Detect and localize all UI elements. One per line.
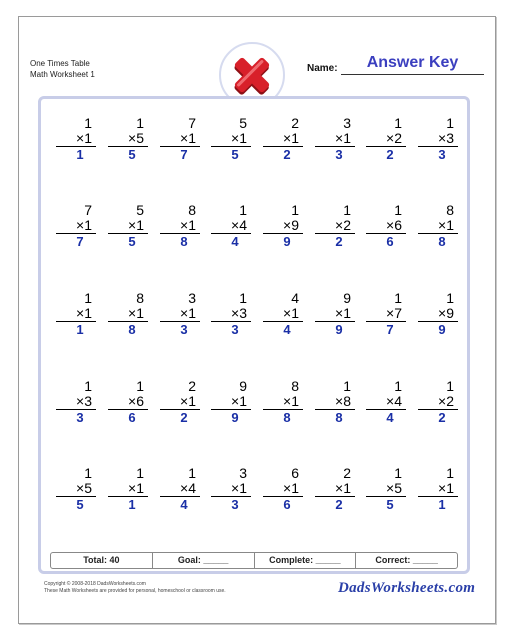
problem [160,466,200,513]
answer: 7 [76,234,84,249]
problem [315,116,355,163]
multiplicand: 1 [291,202,299,218]
answer: 3 [76,410,84,425]
multiplier: ×1 [211,394,251,410]
answer: 7 [386,322,394,337]
answer: 2 [283,147,291,162]
multiplier: ×1 [108,218,148,234]
multiplicand: 1 [394,202,402,218]
multiplicand: 2 [291,115,299,131]
answer: 9 [438,322,446,337]
multiplier: ×9 [263,218,303,234]
problem [418,203,458,250]
multiplier: ×5 [108,131,148,147]
multiplicand: 1 [84,115,92,131]
answer: 7 [180,147,188,162]
multiplicand: 1 [446,290,454,306]
multiplier: ×9 [418,306,458,322]
multiplicand: 2 [343,465,351,481]
name-field [307,54,485,76]
problem [315,379,355,426]
problem [418,379,458,426]
answer: 1 [76,147,84,162]
multiplier: ×1 [418,481,458,497]
problem [211,466,251,513]
problem [366,116,406,163]
multiplicand: 5 [239,115,247,131]
multiplier: ×1 [315,481,355,497]
multiplicand: 6 [291,465,299,481]
multiplier: ×4 [211,218,251,234]
answer: 5 [386,497,394,512]
multiplier: ×1 [160,218,200,234]
multiplicand: 1 [136,115,144,131]
answer: 4 [231,234,239,249]
problem [56,379,96,426]
multiplier: ×1 [418,218,458,234]
problem [366,379,406,426]
multiplicand: 7 [188,115,196,131]
multiplicand: 1 [136,378,144,394]
answer: 9 [335,322,343,337]
multiplicand: 9 [239,378,247,394]
multiplier: ×1 [315,306,355,322]
answer: 2 [335,497,343,512]
answer: 5 [128,147,136,162]
answer: 8 [335,410,343,425]
usage-notice: These Math Worksheets are provided for personal, homeschool or classroom use. [44,588,226,594]
worksheet-title [30,58,95,80]
multiplier: ×1 [108,481,148,497]
multiplicand: 2 [188,378,196,394]
multiplicand: 1 [239,290,247,306]
problem [160,379,200,426]
multiplicand: 4 [291,290,299,306]
multiplicand: 1 [394,378,402,394]
multiplicand: 8 [136,290,144,306]
multiplier: ×1 [160,394,200,410]
multiplier: ×3 [56,394,96,410]
name-underline [341,74,484,75]
answer: 4 [180,497,188,512]
multiplier: ×2 [366,131,406,147]
answer: 1 [438,497,446,512]
answer: 1 [76,322,84,337]
problem [263,379,303,426]
brand-logo: DadsWorksheets.com [338,580,476,596]
multiplicand: 1 [343,378,351,394]
problem [315,203,355,250]
status-correct: Correct: _____ [375,555,438,565]
multiplier: ×1 [263,394,303,410]
problem [263,291,303,338]
multiplier: ×5 [56,481,96,497]
multiplicand: 8 [291,378,299,394]
answer: 2 [386,147,394,162]
problem [108,203,148,250]
problem [108,116,148,163]
problem [160,203,200,250]
answer: 8 [128,322,136,337]
multiplicand: 3 [239,465,247,481]
multiplicand: 5 [136,202,144,218]
problem [263,203,303,250]
multiplicand: 3 [343,115,351,131]
multiplicand: 1 [446,378,454,394]
multiplier: ×6 [108,394,148,410]
multiplier: ×1 [211,131,251,147]
multiplicand: 1 [84,465,92,481]
problem [160,291,200,338]
name-label: Name: [307,63,338,74]
problem [56,116,96,163]
multiplier: ×4 [366,394,406,410]
answer: 6 [128,410,136,425]
answer: 1 [128,497,136,512]
multiplier: ×3 [418,131,458,147]
footer-copyright [44,581,226,595]
status-goal: Goal: _____ [153,553,255,568]
problem [211,379,251,426]
status-complete: Complete: _____ [255,553,357,568]
problem [108,379,148,426]
multiplier: ×1 [160,131,200,147]
problem [315,466,355,513]
multiplier: ×1 [56,131,96,147]
multiplicand: 1 [136,465,144,481]
status-bar [50,552,458,569]
answer: 3 [180,322,188,337]
answer: 5 [128,234,136,249]
copyright-text: Copyright © 2008-2018 DadsWorksheets.com [44,581,146,587]
problem [211,291,251,338]
answer: 4 [386,410,394,425]
multiplier: ×8 [315,394,355,410]
answer: 2 [180,410,188,425]
multiplier: ×1 [315,131,355,147]
problem [366,203,406,250]
multiplicand: 8 [188,202,196,218]
problem [418,116,458,163]
multiplicand: 1 [343,202,351,218]
problem [108,466,148,513]
multiplicand: 1 [84,378,92,394]
multiplier: ×1 [263,481,303,497]
answer: 6 [386,234,394,249]
multiplier: ×1 [56,306,96,322]
multiplier: ×5 [366,481,406,497]
answer-key-label: Answer Key [366,54,459,71]
multiplier: ×3 [211,306,251,322]
answer: 4 [283,322,291,337]
status-total: Total: 40 [51,553,153,568]
problem [366,466,406,513]
problem [315,291,355,338]
multiplier: ×2 [315,218,355,234]
problem [56,203,96,250]
answer: 3 [438,147,446,162]
answer: 8 [283,410,291,425]
multiplicand: 1 [239,202,247,218]
problem [160,116,200,163]
answer: 9 [231,410,239,425]
multiplier: ×1 [108,306,148,322]
multiplicand: 1 [446,465,454,481]
multiplier: ×1 [211,481,251,497]
answer: 5 [76,497,84,512]
multiplier: ×1 [263,131,303,147]
multiplicand: 1 [394,290,402,306]
multiplicand: 1 [446,115,454,131]
multiplicand: 9 [343,290,351,306]
multiplier: ×6 [366,218,406,234]
answer: 2 [335,234,343,249]
multiplicand: 1 [394,465,402,481]
multiplicand: 8 [446,202,454,218]
multiplier: ×1 [160,306,200,322]
answer: 8 [180,234,188,249]
multiplier: ×1 [263,306,303,322]
problem [56,466,96,513]
multiplier: ×1 [56,218,96,234]
answer: 8 [438,234,446,249]
multiplier: ×7 [366,306,406,322]
problem [366,291,406,338]
problem [418,291,458,338]
answer: 6 [283,497,291,512]
red-x-icon [231,52,273,98]
problem [211,203,251,250]
multiplicand: 1 [394,115,402,131]
multiplier: ×2 [418,394,458,410]
answer: 2 [438,410,446,425]
problem [211,116,251,163]
multiplicand: 1 [188,465,196,481]
problem [56,291,96,338]
answer: 9 [283,234,291,249]
problem [418,466,458,513]
title-line-1: One Times Table [30,59,90,68]
problem [263,466,303,513]
multiplicand: 3 [188,290,196,306]
answer: 3 [335,147,343,162]
answer: 3 [231,497,239,512]
multiplicand: 7 [84,202,92,218]
answer: 5 [231,147,239,162]
multiplier: ×4 [160,481,200,497]
problem [263,116,303,163]
problem [108,291,148,338]
answer: 3 [231,322,239,337]
multiplicand: 1 [84,290,92,306]
title-line-2: Math Worksheet 1 [30,70,95,79]
